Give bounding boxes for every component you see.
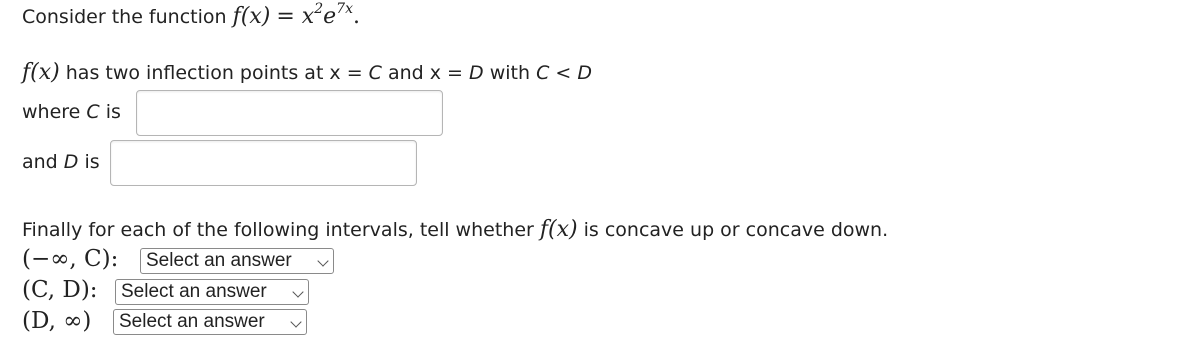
interval-2-select[interactable] — [115, 279, 309, 305]
interval-label-2: (C, D): — [22, 277, 98, 303]
interval-label-3: (D, ∞) — [22, 308, 92, 334]
where-suffix: is — [99, 101, 121, 123]
chevron-down-icon — [317, 255, 328, 266]
interval-3-selected: Select an answer — [119, 311, 265, 332]
chevron-down-icon — [290, 316, 301, 327]
interval-1-select[interactable] — [140, 248, 334, 274]
inflection-D2: D — [577, 62, 592, 84]
inflection-fx: f(x) — [22, 60, 60, 85]
inflection-lt: < — [549, 62, 578, 84]
and-D: D — [63, 151, 79, 173]
function-equals: = — [276, 4, 302, 29]
interval-1-selected: Select an answer — [146, 250, 292, 271]
and-prefix: and — [22, 151, 64, 173]
and-suffix: is — [78, 151, 100, 173]
intro-text: Consider the function — [22, 6, 233, 28]
interval-3-select[interactable] — [113, 309, 307, 335]
inflection-C2: C — [536, 62, 550, 84]
function-lhs: f(x) — [232, 4, 271, 29]
inflection-statement — [22, 60, 592, 85]
and-D-label — [22, 151, 100, 173]
function-e: e — [323, 4, 337, 29]
inflection-D: D — [469, 62, 484, 84]
interval-label-1: (−∞, C): — [22, 246, 119, 272]
C-answer-input[interactable] — [136, 90, 443, 136]
where-C-label — [22, 101, 121, 123]
interval-2-selected: Select an answer — [121, 281, 267, 302]
inflection-text2: and x = — [381, 62, 470, 84]
function-statement — [22, 1, 360, 29]
function-exp2: 7x — [336, 1, 353, 17]
function-base: x — [301, 4, 315, 29]
concavity-instructions — [22, 217, 888, 242]
inflection-text1: has two inflection points at x = — [65, 62, 369, 84]
function-period: . — [352, 4, 360, 29]
chevron-down-icon — [292, 286, 303, 297]
function-exp1: 2 — [314, 1, 324, 17]
inflection-C: C — [368, 62, 382, 84]
inflection-text3: with — [483, 62, 537, 84]
where-prefix: where — [22, 101, 87, 123]
where-C: C — [86, 101, 100, 123]
finally-text1: Finally for each of the following intervals, tell whether — [22, 219, 540, 241]
D-answer-input[interactable] — [110, 140, 417, 186]
finally-fx: f(x) — [539, 217, 578, 242]
finally-text2: is concave up or concave down. — [577, 219, 889, 241]
